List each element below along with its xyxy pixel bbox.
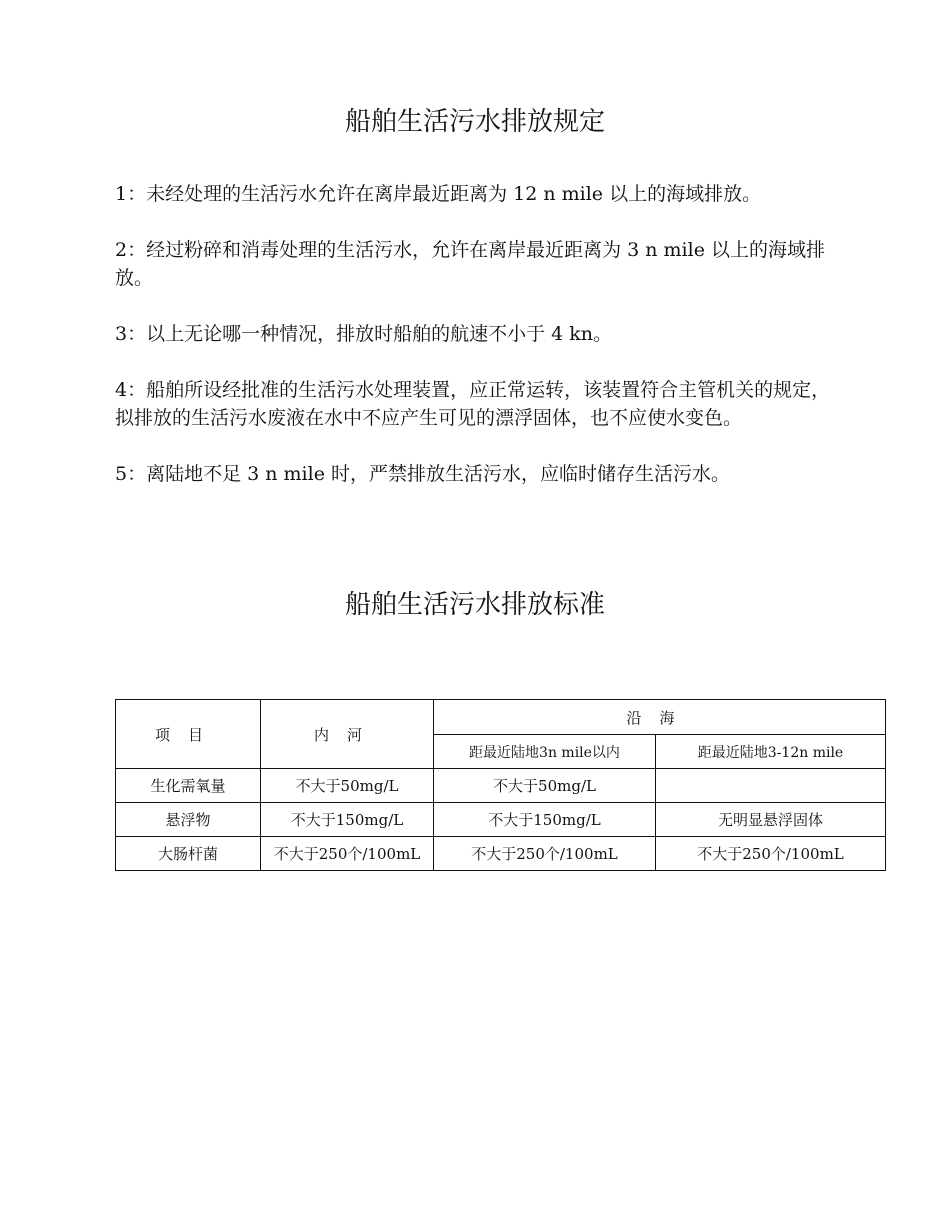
rule-text: 4：船舶所设经批准的生活污水处理装置，应正常运转，该装置符合主管机关的规定，拟排放的生活污水废液在水中不应产生可见的漂浮固体，也不应使水变色。	[115, 379, 831, 429]
header-item: 项目	[116, 700, 261, 769]
section-title: 船舶生活污水排放标准	[344, 590, 605, 620]
rule-text: 2：经过粉碎和消毒处理的生活污水，允许在离岸最近距离为 3 n mile 以上的海域排放。	[115, 239, 825, 289]
page-title: 船舶生活污水排放规定	[344, 107, 605, 137]
table-header-row	[116, 700, 886, 735]
rule-text: 1：未经处理的生活污水允许在离岸最近距离为 12 n mile 以上的海域排放。	[115, 183, 762, 205]
cell-river: 不大于50mg/L	[261, 769, 434, 803]
cell-within-3nm: 不大于50mg/L	[434, 769, 656, 803]
cell-item: 悬浮物	[116, 803, 261, 837]
rule-item	[115, 460, 840, 488]
header-inland-river: 内河	[261, 700, 434, 769]
cell-item: 大肠杆菌	[116, 837, 261, 871]
cell-3-12nm	[656, 769, 886, 803]
rule-text: 5：离陆地不足 3 n mile 时，严禁排放生活污水，应临时储存生活污水。	[115, 463, 730, 485]
rule-item	[115, 236, 840, 292]
table-row	[116, 837, 886, 871]
header-3-12nm: 距最近陆地3-12n mile	[656, 735, 886, 769]
cell-within-3nm: 不大于250个/100mL	[434, 837, 656, 871]
cell-within-3nm: 不大于150mg/L	[434, 803, 656, 837]
cell-3-12nm: 不大于250个/100mL	[656, 837, 886, 871]
rule-item	[115, 376, 840, 432]
rule-text: 3：以上无论哪一种情况，排放时船舶的航速不小于 4 kn。	[115, 323, 613, 345]
cell-river: 不大于250个/100mL	[261, 837, 434, 871]
rule-item	[115, 180, 840, 208]
standards-table	[115, 699, 886, 871]
table-row	[116, 803, 886, 837]
cell-river: 不大于150mg/L	[261, 803, 434, 837]
table-row	[116, 769, 886, 803]
rules-list	[115, 180, 840, 516]
cell-3-12nm: 无明显悬浮固体	[656, 803, 886, 837]
header-within-3nm: 距最近陆地3n mile以内	[434, 735, 656, 769]
header-coastal: 沿海	[434, 700, 886, 735]
rule-item	[115, 320, 840, 348]
cell-item: 生化需氧量	[116, 769, 261, 803]
